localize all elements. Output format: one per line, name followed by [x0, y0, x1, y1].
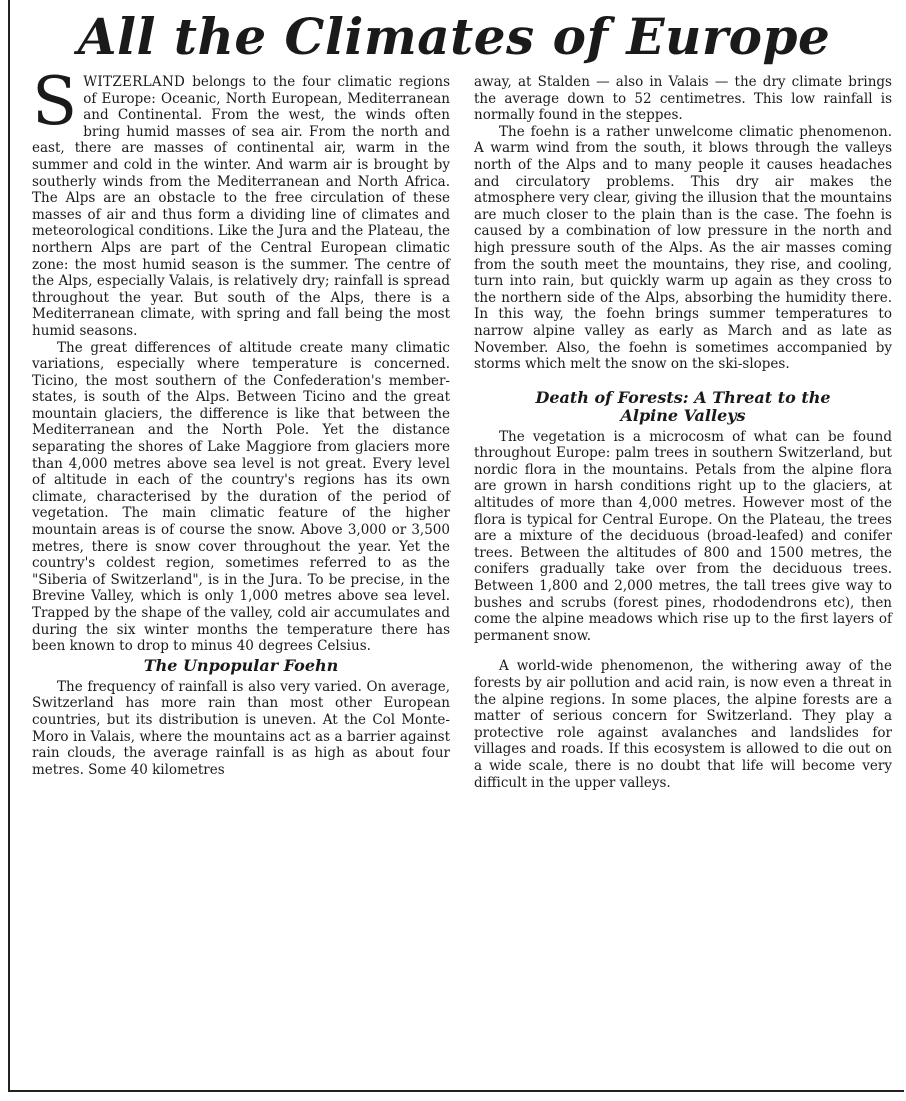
- paragraph-vegetation: The vegetation is a microcosm of what can be found throughout Europe: palm trees in southern Switzerland, but nordic flora in the mountains. Petals from the alpine flora are grown in harsh conditions right up to the glaciers, at altitudes of more than 4,000 metres. However most of the flora is typical for Central Europe. On the Plateau, the trees are a mixture of the deciduous (broad-leafed) and conifer trees. Between the altitudes of 800 and 1500 metres, the conifers gradually take over from the deciduous trees. Between 1,800 and 2,000 metres, the tall trees give way to bushes and scrubs (forest pines, rhododendrons etc), then come the alpine meadows which rise up to the first layers of permanent snow.: [474, 428, 892, 644]
- paragraph-foehn: The foehn is a rather unwelcome climatic phenomenon. A warm wind from the south, it blows through the valleys north of the Alps and to many people it causes headaches and circulatory problems. This dry air makes the atmosphere very clear, giving the illusion that the mountains are much closer to the plain than is the case. The foehn is caused by a combination of low pressure in the north and high pressure south of the Alps. As the air masses coming from the south meet the mountains, they rise, and cooling, turn into rain, but quickly warm up again as they cross to the northern side of the Alps, absorbing the humidity there. In this way, the foehn brings summer temperatures to narrow alpine valley as early as March and as late as November. Also, the foehn is sometimes accompanied by storms which melt the snow on the ski-slopes.: [474, 123, 892, 373]
- paragraph-rainfall-continued: away, at Stalden — also in Valais — the dry climate brings the average down to 52 centimetres. This low rainfall is normally found in the steppes.: [474, 74, 892, 124]
- paragraph-altitude: The great differences of altitude create many climatic variations, especially where temperature is concerned. Ticino, the most southern of the Confederation's member-states, is south of the Alps. Between Ticino and the great mountain glaciers, the difference is like that between the Mediterranean and the North Pole. Yet the distance separating the shores of Lake Maggiore from glaciers more than 4,000 metres above sea level is not great. Every level of altitude in each of the country's regions has its own climate, characterised by the duration of the period of vegetation. The main climatic feature of the higher mountain areas is of course the snow. Above 3,000 or 3,500 metres, there is snow cover throughout the year. Yet the country's coldest region, sometimes referred to as the "Siberia of Switzerland", is in the Jura. To be precise, in the Brevine Valley, which is only 1,000 metres above sea level. Trapped by the shape of the valley, cold air accumulates and during the six winter months the temperature there has been known to drop to minus 40 degrees Celsius.: [32, 339, 450, 655]
- column-right: [474, 74, 892, 791]
- paragraph-intro: [32, 63, 450, 340]
- lead-word: WITZERLAND: [83, 74, 186, 90]
- article-headline: All the Climates of Europe: [77, 7, 831, 66]
- intro-text: belongs to the four climatic regions of Europe: Oceanic, North European, Mediterranean and Continental. From the west, the winds often bring humid masses of sea air. From the north and east, there are masses of continental air, warm in the summer and cold in the winter. And warm air is brought by southerly winds from the Mediterranean and North Africa. The Alps are an obstacle to the free circulation of these masses of air and thus form a dividing line of climates and meteorological conditions. Like the Jura and the Plateau, the northern Alps are part of the Central European climatic zone: the most humid season is the summer. The centre of the Alps, especially Valais, is relatively dry; rainfall is spread throughout the year. But south of the Alps, there is a Mediterranean climate, with spring and fall being the most humid seasons.: [32, 74, 450, 339]
- subheading-forests: Death of Forests: A Threat to the Alpine Valleys: [535, 387, 831, 425]
- drop-cap: S: [32, 63, 78, 140]
- column-left: [32, 63, 450, 778]
- paragraph-forest-threat: A world-wide phenomenon, the withering away of the forests by air pollution and acid rain, is now even a threat in the alpine regions. In some places, the alpine forests are a matter of serious concern for Switzerland. They play a protective role against avalanches and landslides for villages and roads. If this ecosystem is allowed to die out on a wide scale, there is no doubt that life will become very difficult in the upper valleys.: [474, 658, 892, 791]
- subheading-foehn: The Unpopular Foehn: [143, 655, 339, 675]
- paragraph-rainfall: The frequency of rainfall is also very varied. On average, Switzerland has more rain than most other European countries, but its distribution is uneven. At the Col Monte-Moro in Valais, where the mountains act as a barrier against rain clouds, the average rainfall is as high as about four metres. Some 40 kilometres: [32, 678, 450, 778]
